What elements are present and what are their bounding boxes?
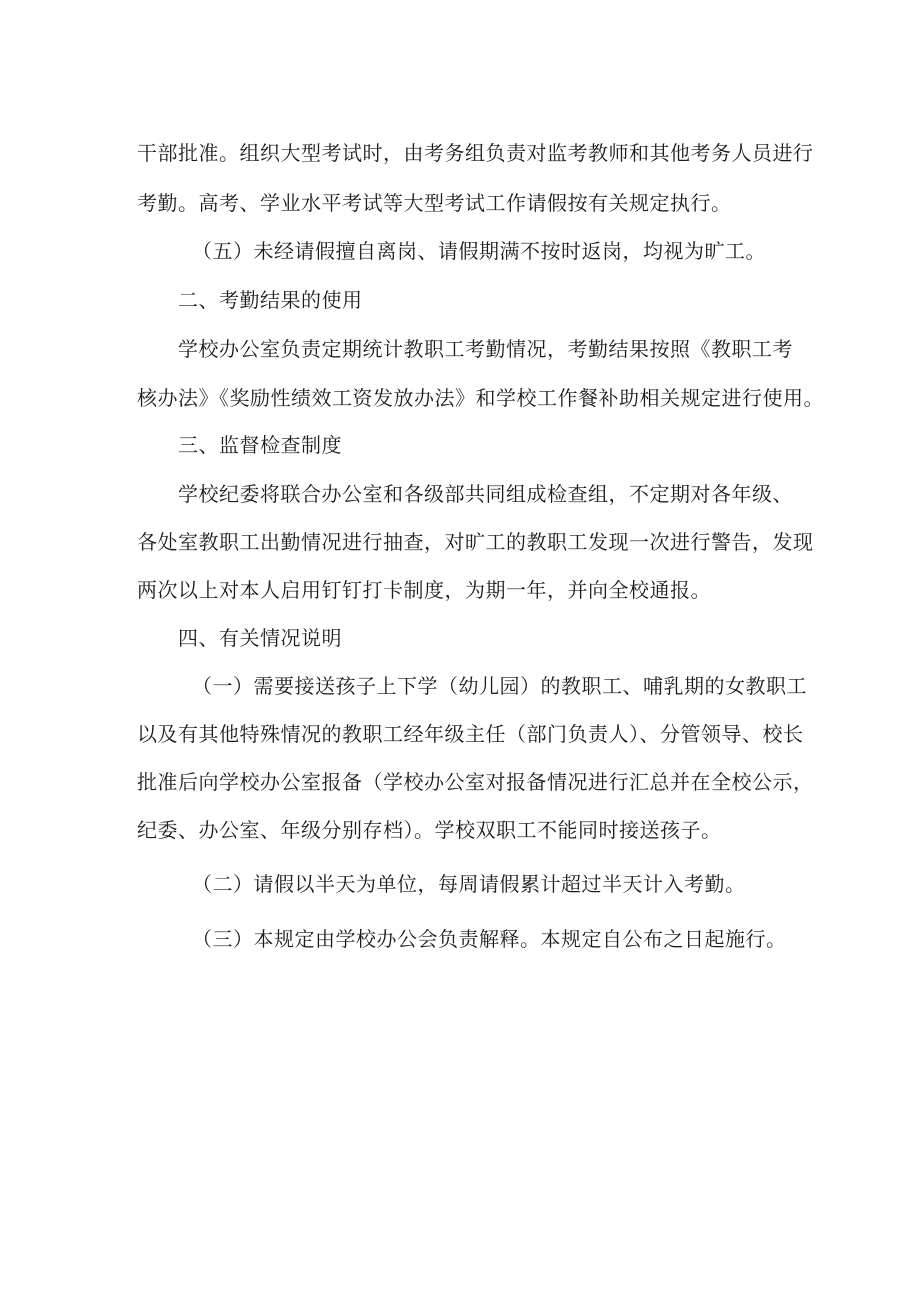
- clause-two: （二）请假以半天为单位，每周请假累计超过半天计入考勤。: [192, 872, 746, 896]
- paragraph-line: 两次以上对本人启用钉钉打卡制度，为期一年，并向全校通报。: [137, 578, 711, 602]
- paragraph-line: 核办法》《奖励性绩效工资发放办法》和学校工作餐补助相关规定进行使用。: [137, 386, 824, 410]
- paragraph-line: 干部批准。组织大型考试时，由考务组负责对监考教师和其他考务人员进行: [137, 141, 814, 165]
- clause-three: （三）本规定由学校办公会负责解释。本规定自公布之日起施行。: [192, 927, 787, 951]
- clause-five: （五）未经请假擅自离岗、请假期满不按时返岗，均视为旷工。: [192, 239, 766, 263]
- paragraph-line: 批准后向学校办公室报备（学校办公室对报备情况进行汇总并在全校公示，: [137, 770, 814, 794]
- paragraph-line: 学校纪委将联合办公室和各级部共同组成检查组，不定期对各年级、: [178, 482, 793, 506]
- section-heading-3: 三、监督检查制度: [178, 433, 342, 457]
- paragraph-line: 各处室教职工出勤情况进行抽查，对旷工的教职工发现一次进行警告，发现: [137, 530, 814, 554]
- clause-one: （一）需要接送孩子上下学（幼儿园）的教职工、哺乳期的女教职工: [192, 674, 807, 698]
- section-heading-2: 二、考勤结果的使用: [178, 288, 363, 312]
- section-heading-4: 四、有关情况说明: [178, 626, 342, 650]
- paragraph-line: 以及有其他特殊情况的教职工经年级主任（部门负责人）、分管领导、校长: [137, 722, 804, 746]
- paragraph-line: 纪委、办公室、年级分别存档）。学校双职工不能同时接送孩子。: [137, 818, 722, 842]
- paragraph-line: 学校办公室负责定期统计教职工考勤情况，考勤结果按照《教职工考: [178, 337, 793, 361]
- paragraph-line: 考勤。高考、学业水平考试等大型考试工作请假按有关规定执行。: [137, 191, 732, 215]
